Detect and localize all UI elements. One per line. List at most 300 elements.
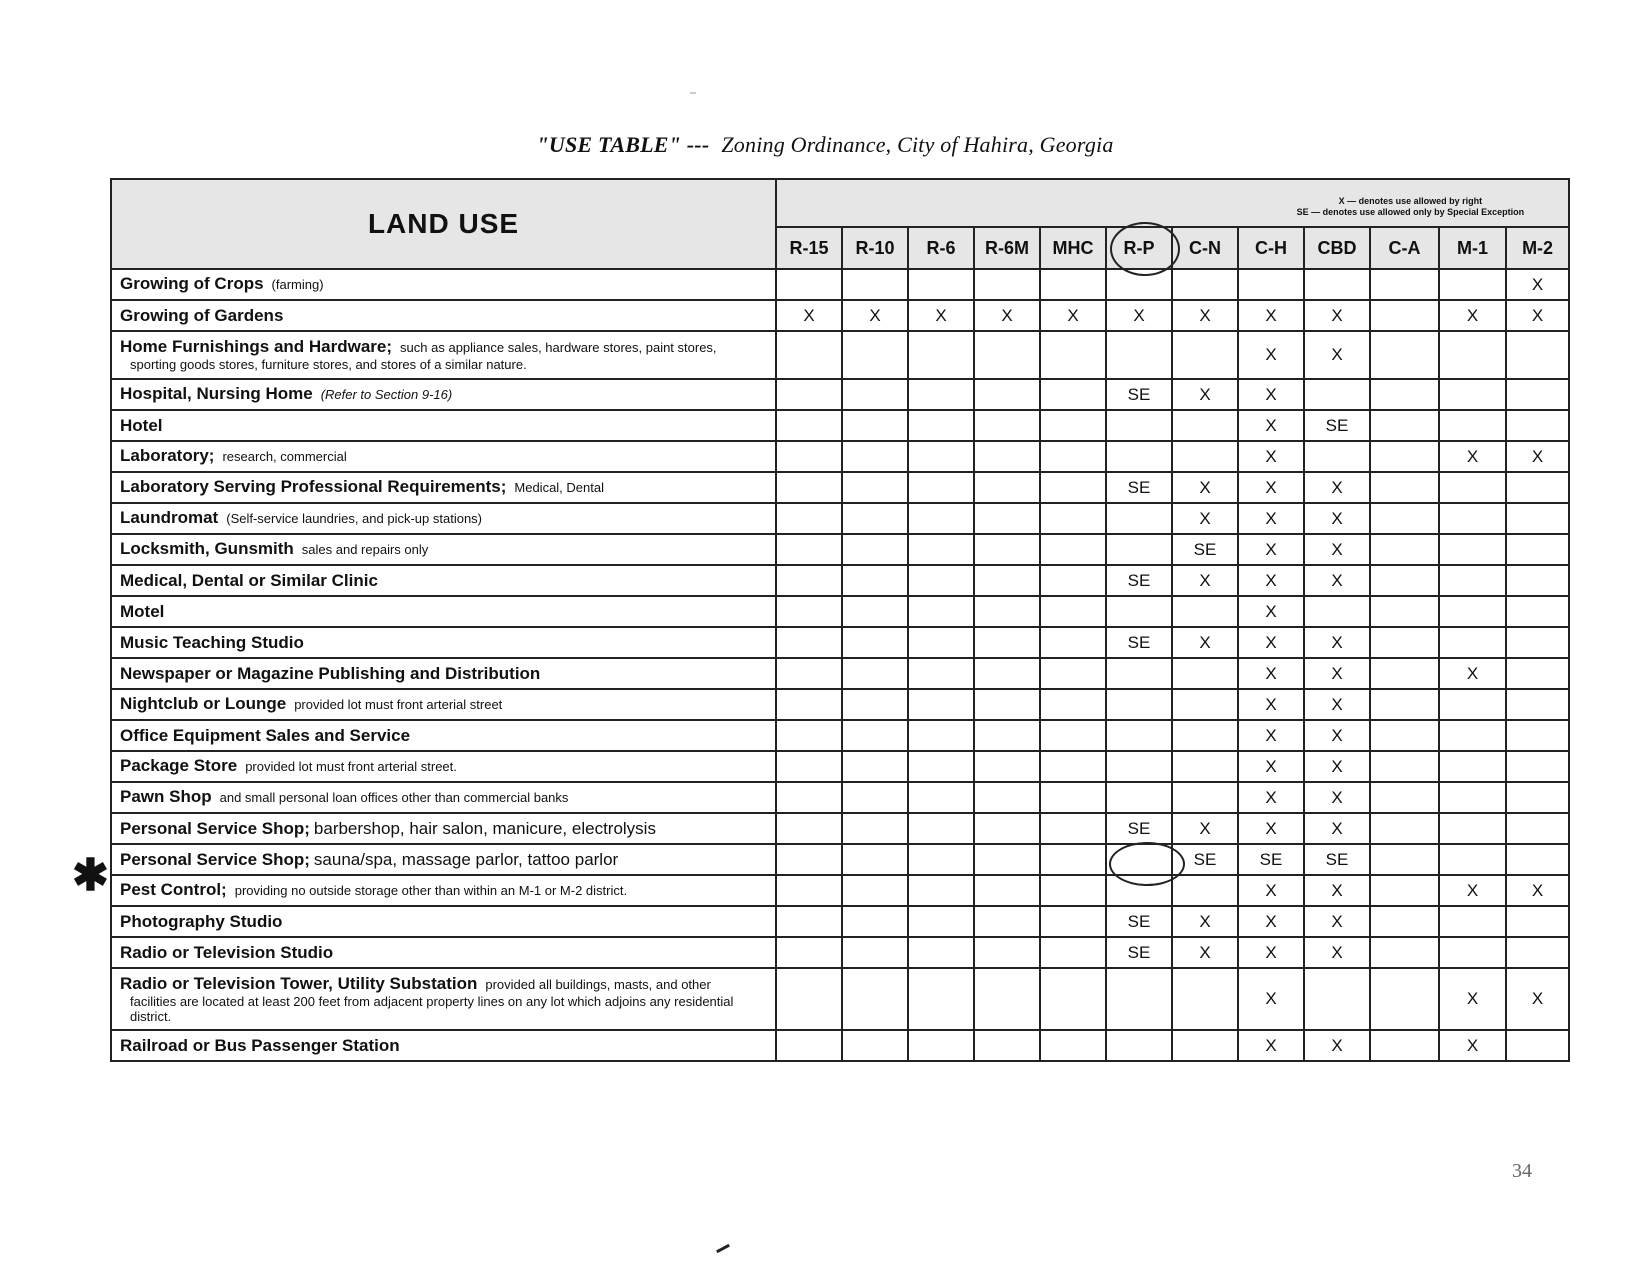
use-cell-m-1: X — [1439, 968, 1506, 1030]
table-row — [111, 875, 1569, 906]
use-cell-r-10 — [842, 906, 908, 937]
use-cell-c-h: X — [1238, 534, 1304, 565]
land-use-note: providing no outside storage other than within an M-1 or M-2 district. — [234, 883, 628, 898]
land-use-note: (Refer to Section 9-16) — [320, 387, 453, 402]
use-cell-r-6m — [974, 441, 1040, 472]
use-cell-c-h: X — [1238, 720, 1304, 751]
use-cell-c-a — [1370, 472, 1439, 503]
pen-mark — [716, 1244, 730, 1253]
use-cell-c-n: X — [1172, 300, 1238, 331]
use-cell-r-p — [1106, 1030, 1172, 1061]
use-cell-mhc — [1040, 441, 1106, 472]
use-cell-r-15 — [776, 782, 842, 813]
use-cell-r-10 — [842, 410, 908, 441]
use-cell-r-6: X — [908, 300, 974, 331]
use-cell-r-6m — [974, 331, 1040, 379]
table-row — [111, 906, 1569, 937]
use-cell-mhc — [1040, 410, 1106, 441]
use-cell-r-10 — [842, 331, 908, 379]
zone-header-r-6m: R-6M — [974, 227, 1040, 269]
use-cell-r-p — [1106, 503, 1172, 534]
use-cell-mhc — [1040, 906, 1106, 937]
use-cell-mhc — [1040, 844, 1106, 875]
use-cell-r-10 — [842, 782, 908, 813]
use-cell-c-n — [1172, 410, 1238, 441]
land-use-cell — [111, 441, 776, 472]
land-use-cell — [111, 813, 776, 844]
use-cell-r-6 — [908, 968, 974, 1030]
land-use-name: Pest Control; — [120, 880, 227, 899]
use-cell-mhc — [1040, 534, 1106, 565]
table-row — [111, 751, 1569, 782]
table-row — [111, 269, 1569, 300]
use-cell-m-2 — [1506, 1030, 1569, 1061]
land-use-cell — [111, 627, 776, 658]
use-cell-c-n — [1172, 689, 1238, 720]
land-use-cell — [111, 689, 776, 720]
use-cell-r-10 — [842, 379, 908, 410]
use-cell-r-15 — [776, 875, 842, 906]
title-sub: Zoning Ordinance, City of Hahira, Georgia — [721, 132, 1114, 157]
zone-header-c-h: C-H — [1238, 227, 1304, 269]
use-cell-m-1 — [1439, 269, 1506, 300]
use-cell-mhc: X — [1040, 300, 1106, 331]
page-title — [0, 132, 1650, 158]
use-cell-r-6m — [974, 751, 1040, 782]
use-cell-m-1 — [1439, 689, 1506, 720]
use-cell-m-1 — [1439, 331, 1506, 379]
use-cell-r-6m — [974, 937, 1040, 968]
use-cell-r-10 — [842, 441, 908, 472]
use-cell-m-2 — [1506, 627, 1569, 658]
use-cell-m-1 — [1439, 379, 1506, 410]
use-cell-r-p: SE — [1106, 379, 1172, 410]
use-cell-m-2: X — [1506, 269, 1569, 300]
use-cell-r-6 — [908, 627, 974, 658]
use-cell-m-2 — [1506, 751, 1569, 782]
use-cell-r-6m — [974, 379, 1040, 410]
use-cell-cbd: X — [1304, 300, 1370, 331]
use-cell-r-15 — [776, 968, 842, 1030]
use-cell-c-h — [1238, 269, 1304, 300]
use-cell-r-15 — [776, 379, 842, 410]
title-main: "USE TABLE" --- — [536, 132, 710, 157]
use-cell-m-1 — [1439, 565, 1506, 596]
use-cell-r-6 — [908, 782, 974, 813]
use-cell-r-p: SE — [1106, 627, 1172, 658]
use-cell-mhc — [1040, 875, 1106, 906]
use-cell-m-1 — [1439, 503, 1506, 534]
use-cell-c-a — [1370, 937, 1439, 968]
land-use-name: Photography Studio — [120, 911, 283, 931]
use-cell-c-a — [1370, 689, 1439, 720]
land-use-name: Laundromat — [120, 508, 219, 527]
land-use-note: sauna/spa, massage parlor, tattoo parlor — [313, 849, 619, 869]
use-cell-m-1 — [1439, 596, 1506, 627]
use-cell-c-h: X — [1238, 751, 1304, 782]
use-cell-c-h: X — [1238, 565, 1304, 596]
use-cell-m-1 — [1439, 782, 1506, 813]
rp-header-circle — [1110, 222, 1180, 276]
zone-header-r-6: R-6 — [908, 227, 974, 269]
zone-header-c-n: C-N — [1172, 227, 1238, 269]
use-cell-m-1 — [1439, 410, 1506, 441]
use-cell-mhc — [1040, 503, 1106, 534]
land-use-name: Newspaper or Magazine Publishing and Distribution — [120, 663, 541, 683]
land-use-cell — [111, 937, 776, 968]
use-cell-m-2 — [1506, 410, 1569, 441]
use-cell-r-15 — [776, 751, 842, 782]
use-cell-c-n — [1172, 441, 1238, 472]
use-cell-m-2 — [1506, 906, 1569, 937]
land-use-name: Growing of Gardens — [120, 305, 284, 325]
land-use-cell — [111, 269, 776, 300]
asterisk-mark: ✱ — [72, 851, 109, 900]
use-cell-cbd: SE — [1304, 844, 1370, 875]
use-cell-r-15 — [776, 503, 842, 534]
legend — [1297, 196, 1525, 218]
use-cell-r-6 — [908, 503, 974, 534]
use-cell-r-15 — [776, 813, 842, 844]
use-cell-r-10 — [842, 720, 908, 751]
land-use-note: provided lot must front arterial street — [294, 697, 503, 712]
use-cell-r-6m — [974, 534, 1040, 565]
use-cell-r-6m — [974, 689, 1040, 720]
use-cell-r-6m — [974, 565, 1040, 596]
use-cell-m-2 — [1506, 596, 1569, 627]
land-use-cell — [111, 596, 776, 627]
zone-header-c-a: C-A — [1370, 227, 1439, 269]
land-use-name: Home Furnishings and Hardware; — [120, 337, 393, 356]
land-use-cell — [111, 782, 776, 813]
use-cell-cbd — [1304, 269, 1370, 300]
use-cell-cbd: X — [1304, 751, 1370, 782]
table-row — [111, 441, 1569, 472]
land-use-name: Pawn Shop — [120, 787, 212, 806]
land-use-cell — [111, 1030, 776, 1061]
use-cell-cbd: X — [1304, 937, 1370, 968]
land-use-cell — [111, 875, 776, 906]
use-cell-c-h: X — [1238, 410, 1304, 441]
use-cell-c-a — [1370, 875, 1439, 906]
use-cell-m-2 — [1506, 844, 1569, 875]
use-cell-c-h: X — [1238, 658, 1304, 689]
use-cell-r-6 — [908, 751, 974, 782]
table-row — [111, 565, 1569, 596]
use-cell-r-10 — [842, 937, 908, 968]
land-use-name: Locksmith, Gunsmith — [120, 539, 294, 558]
use-cell-c-h: X — [1238, 472, 1304, 503]
use-cell-c-h: X — [1238, 596, 1304, 627]
use-cell-c-h: X — [1238, 331, 1304, 379]
use-cell-r-6m — [974, 844, 1040, 875]
table-row — [111, 782, 1569, 813]
table-row — [111, 689, 1569, 720]
land-use-note: such as appliance sales, hardware stores, paint stores, — [400, 340, 717, 355]
use-cell-r-15 — [776, 565, 842, 596]
use-cell-cbd — [1304, 441, 1370, 472]
use-cell-r-10 — [842, 596, 908, 627]
use-cell-m-2 — [1506, 720, 1569, 751]
use-cell-r-6m — [974, 875, 1040, 906]
use-cell-m-2 — [1506, 503, 1569, 534]
land-use-name: Nightclub or Lounge — [120, 694, 287, 713]
land-use-cell — [111, 720, 776, 751]
use-cell-cbd: X — [1304, 782, 1370, 813]
use-cell-r-6 — [908, 596, 974, 627]
use-cell-r-10 — [842, 1030, 908, 1061]
use-cell-c-n — [1172, 875, 1238, 906]
use-cell-mhc — [1040, 379, 1106, 410]
use-cell-m-2: X — [1506, 968, 1569, 1030]
use-cell-c-h: SE — [1238, 844, 1304, 875]
use-cell-r-6 — [908, 658, 974, 689]
use-cell-r-10 — [842, 813, 908, 844]
use-cell-m-1: X — [1439, 300, 1506, 331]
land-use-note: Medical, Dental — [514, 480, 604, 495]
use-cell-mhc — [1040, 627, 1106, 658]
use-cell-r-6m — [974, 906, 1040, 937]
land-use-subnote: facilities are located at least 200 feet from adjacent property lines on any lot which adjoins any residential district. — [130, 993, 734, 1024]
use-cell-m-2: X — [1506, 875, 1569, 906]
use-cell-c-h: X — [1238, 627, 1304, 658]
use-cell-c-n: SE — [1172, 844, 1238, 875]
use-cell-c-h: X — [1238, 875, 1304, 906]
use-cell-r-10: X — [842, 300, 908, 331]
use-cell-c-a — [1370, 331, 1439, 379]
use-cell-cbd: X — [1304, 658, 1370, 689]
use-cell-m-2 — [1506, 534, 1569, 565]
use-cell-c-n: X — [1172, 906, 1238, 937]
use-cell-c-a — [1370, 813, 1439, 844]
use-cell-r-15 — [776, 937, 842, 968]
use-cell-r-15 — [776, 720, 842, 751]
use-cell-r-6 — [908, 410, 974, 441]
table-row — [111, 472, 1569, 503]
use-cell-c-a — [1370, 906, 1439, 937]
use-cell-mhc — [1040, 658, 1106, 689]
use-cell-m-2 — [1506, 658, 1569, 689]
use-cell-r-6m — [974, 596, 1040, 627]
use-cell-c-n: X — [1172, 379, 1238, 410]
use-cell-r-6 — [908, 844, 974, 875]
use-cell-r-p — [1106, 410, 1172, 441]
land-use-name: Music Teaching Studio — [120, 632, 304, 652]
use-cell-r-6 — [908, 379, 974, 410]
use-cell-c-a — [1370, 534, 1439, 565]
use-cell-r-p — [1106, 968, 1172, 1030]
use-cell-c-a — [1370, 658, 1439, 689]
use-cell-c-a — [1370, 596, 1439, 627]
use-cell-r-6 — [908, 565, 974, 596]
use-cell-cbd: X — [1304, 503, 1370, 534]
use-cell-r-p — [1106, 720, 1172, 751]
land-use-cell — [111, 300, 776, 331]
use-cell-c-h: X — [1238, 441, 1304, 472]
land-use-cell — [111, 534, 776, 565]
use-cell-c-n — [1172, 968, 1238, 1030]
land-use-subnote: sporting goods stores, furniture stores, and stores of a similar nature. — [130, 357, 527, 372]
zone-header-r-10: R-10 — [842, 227, 908, 269]
use-cell-r-6m — [974, 472, 1040, 503]
land-use-name: Radio or Television Studio — [120, 942, 334, 962]
land-use-name: Railroad or Bus Passenger Station — [120, 1035, 400, 1055]
use-cell-c-n — [1172, 331, 1238, 379]
use-cell-m-2 — [1506, 782, 1569, 813]
use-cell-c-a — [1370, 720, 1439, 751]
table-row — [111, 844, 1569, 875]
use-cell-r-p — [1106, 658, 1172, 689]
use-cell-c-n — [1172, 596, 1238, 627]
use-cell-r-p: SE — [1106, 937, 1172, 968]
use-cell-cbd: SE — [1304, 410, 1370, 441]
se-circle-mark — [1109, 842, 1185, 886]
use-cell-m-1: X — [1439, 1030, 1506, 1061]
table-row — [111, 1030, 1569, 1061]
zone-header-mhc: MHC — [1040, 227, 1106, 269]
land-use-cell — [111, 844, 776, 875]
use-cell-mhc — [1040, 751, 1106, 782]
use-cell-r-10 — [842, 534, 908, 565]
table-row — [111, 627, 1569, 658]
use-cell-m-1 — [1439, 472, 1506, 503]
use-cell-mhc — [1040, 689, 1106, 720]
use-cell-r-p — [1106, 331, 1172, 379]
use-cell-mhc — [1040, 269, 1106, 300]
use-cell-r-p: SE — [1106, 813, 1172, 844]
use-cell-r-6 — [908, 875, 974, 906]
use-cell-r-6m — [974, 720, 1040, 751]
use-cell-r-15 — [776, 658, 842, 689]
use-cell-cbd: X — [1304, 906, 1370, 937]
use-cell-r-6 — [908, 472, 974, 503]
land-use-note: provided lot must front arterial street. — [245, 759, 457, 774]
use-cell-c-a — [1370, 503, 1439, 534]
use-cell-r-6 — [908, 1030, 974, 1061]
use-cell-r-15 — [776, 441, 842, 472]
use-cell-r-p — [1106, 534, 1172, 565]
use-cell-r-6 — [908, 720, 974, 751]
table-row — [111, 937, 1569, 968]
zone-header-r-15: R-15 — [776, 227, 842, 269]
use-cell-r-15 — [776, 472, 842, 503]
use-cell-r-p — [1106, 782, 1172, 813]
use-cell-m-2 — [1506, 379, 1569, 410]
use-cell-m-1: X — [1439, 875, 1506, 906]
use-cell-m-1 — [1439, 751, 1506, 782]
use-cell-mhc — [1040, 472, 1106, 503]
use-cell-m-2 — [1506, 689, 1569, 720]
use-cell-cbd: X — [1304, 472, 1370, 503]
use-cell-m-1 — [1439, 937, 1506, 968]
table-row — [111, 300, 1569, 331]
use-cell-r-15: X — [776, 300, 842, 331]
use-cell-c-n: X — [1172, 565, 1238, 596]
use-cell-c-h: X — [1238, 782, 1304, 813]
use-cell-cbd: X — [1304, 627, 1370, 658]
use-cell-r-6m — [974, 1030, 1040, 1061]
land-use-cell — [111, 410, 776, 441]
use-cell-m-2 — [1506, 472, 1569, 503]
use-cell-r-6 — [908, 331, 974, 379]
use-cell-r-10 — [842, 269, 908, 300]
use-cell-c-a — [1370, 627, 1439, 658]
land-use-name: Hospital, Nursing Home — [120, 384, 313, 403]
land-use-note: provided all buildings, masts, and other — [485, 976, 711, 992]
use-cell-m-1 — [1439, 844, 1506, 875]
use-cell-m-1: X — [1439, 441, 1506, 472]
use-cell-r-15 — [776, 596, 842, 627]
use-cell-cbd: X — [1304, 565, 1370, 596]
use-cell-c-n — [1172, 658, 1238, 689]
use-cell-r-10 — [842, 968, 908, 1030]
use-cell-r-6m — [974, 968, 1040, 1030]
use-table — [110, 178, 1570, 1062]
use-cell-m-1 — [1439, 813, 1506, 844]
use-cell-r-10 — [842, 844, 908, 875]
use-cell-c-h: X — [1238, 379, 1304, 410]
use-cell-m-1 — [1439, 906, 1506, 937]
land-use-cell — [111, 379, 776, 410]
use-cell-r-15 — [776, 1030, 842, 1061]
use-cell-r-10 — [842, 472, 908, 503]
use-cell-r-15 — [776, 331, 842, 379]
use-cell-r-6m — [974, 813, 1040, 844]
use-cell-r-10 — [842, 689, 908, 720]
use-cell-c-a — [1370, 379, 1439, 410]
use-cell-c-n: X — [1172, 937, 1238, 968]
use-cell-r-6m: X — [974, 300, 1040, 331]
land-use-header: LAND USE — [111, 179, 776, 269]
use-cell-r-10 — [842, 503, 908, 534]
land-use-note: and small personal loan offices other than commercial banks — [219, 790, 569, 805]
use-cell-r-6 — [908, 534, 974, 565]
use-cell-mhc — [1040, 813, 1106, 844]
use-cell-m-2: X — [1506, 300, 1569, 331]
scan-speck — [690, 92, 696, 94]
land-use-note: (Self-service laundries, and pick-up stations) — [226, 511, 483, 526]
use-cell-mhc — [1040, 331, 1106, 379]
use-cell-cbd: X — [1304, 875, 1370, 906]
use-cell-c-a — [1370, 441, 1439, 472]
land-use-cell — [111, 472, 776, 503]
use-cell-cbd — [1304, 968, 1370, 1030]
use-cell-m-1 — [1439, 627, 1506, 658]
use-cell-c-h: X — [1238, 300, 1304, 331]
use-cell-r-6m — [974, 627, 1040, 658]
use-cell-r-6m — [974, 782, 1040, 813]
use-cell-cbd: X — [1304, 813, 1370, 844]
use-cell-r-15 — [776, 410, 842, 441]
use-cell-mhc — [1040, 565, 1106, 596]
use-cell-r-10 — [842, 875, 908, 906]
use-cell-m-1 — [1439, 720, 1506, 751]
land-use-name: Office Equipment Sales and Service — [120, 725, 411, 745]
land-use-name: Personal Service Shop; — [120, 849, 310, 869]
use-cell-cbd: X — [1304, 331, 1370, 379]
use-cell-m-2: X — [1506, 441, 1569, 472]
land-use-note: research, commercial — [222, 449, 347, 464]
use-cell-m-2 — [1506, 813, 1569, 844]
use-cell-r-15 — [776, 534, 842, 565]
use-cell-c-a — [1370, 1030, 1439, 1061]
use-cell-r-10 — [842, 658, 908, 689]
use-cell-m-2 — [1506, 937, 1569, 968]
land-use-cell — [111, 503, 776, 534]
use-cell-r-p — [1106, 596, 1172, 627]
use-cell-c-a — [1370, 269, 1439, 300]
table-body — [111, 269, 1569, 1061]
